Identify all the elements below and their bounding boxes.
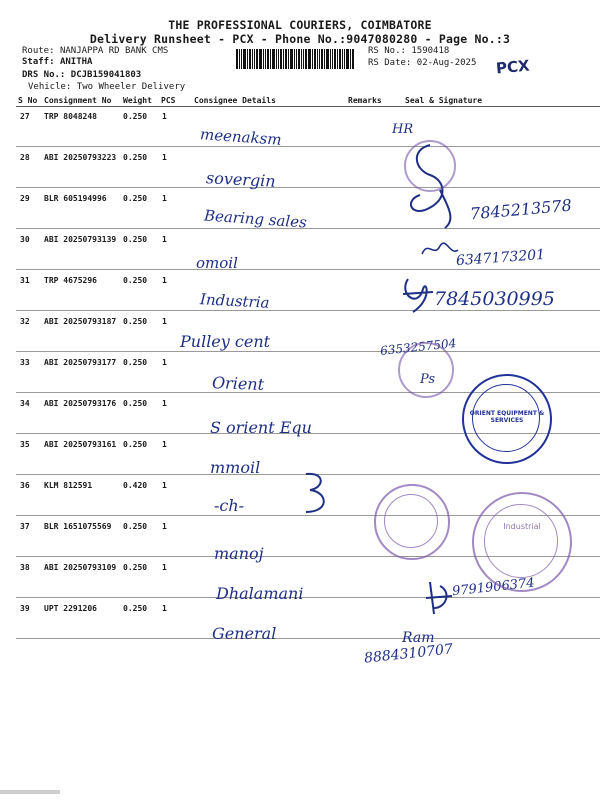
- handwritten-consignee: Bearing sales: [203, 206, 308, 232]
- row-pcs: 1: [162, 194, 167, 203]
- row-consignment: ABI 20250793187: [44, 317, 117, 326]
- row-sno: 27: [20, 112, 30, 121]
- stamp-seal-mid: [398, 342, 454, 398]
- table-row: [16, 311, 600, 352]
- row-consignment: BLR 1651075569: [44, 522, 112, 531]
- row-consignment: KLM 812591: [44, 481, 93, 490]
- handwritten-consignee: S orient Equ: [210, 418, 312, 437]
- row-consignment: TRP 4675296: [44, 276, 97, 285]
- handwritten-phone: 6347173201: [455, 246, 546, 270]
- table-row: [16, 147, 600, 188]
- col-remarks: Remarks: [348, 96, 382, 105]
- row-pcs: 1: [162, 276, 167, 285]
- col-sno: S No: [18, 96, 38, 105]
- row-weight: 0.250: [123, 522, 148, 531]
- handwritten-consignee: -ch-: [214, 496, 245, 515]
- row-weight: 0.250: [123, 563, 148, 572]
- stamp-industrial-text: Industrial: [503, 522, 541, 531]
- handwritten-consignee: manoj: [214, 544, 264, 563]
- row-consignment: BLR 605194996: [44, 194, 107, 203]
- row-sno: 38: [20, 563, 30, 572]
- row-pcs: 1: [162, 317, 167, 326]
- row-sno: 37: [20, 522, 30, 531]
- row-consignment: ABI 20250793161: [44, 440, 117, 449]
- handwritten-consignee: Industria: [199, 290, 270, 312]
- row-sno: 31: [20, 276, 30, 285]
- row-pcs: 1: [162, 522, 167, 531]
- row-pcs: 1: [162, 604, 167, 613]
- handwritten-initials: Ps: [420, 372, 436, 387]
- row-consignment: UPT 2291206: [44, 604, 97, 613]
- row-sno: 28: [20, 153, 30, 162]
- row-pcs: 1: [162, 563, 167, 572]
- pcx-handwritten-mark: PCX: [495, 56, 531, 78]
- drs-label: DRS No.:: [22, 70, 66, 80]
- handwritten-consignee: meenaksm: [199, 125, 283, 149]
- row-pcs: 1: [162, 440, 167, 449]
- handwritten-consignee: Dhalamani: [216, 584, 304, 603]
- row-sno: 34: [20, 399, 30, 408]
- rs-date-line: [368, 58, 476, 68]
- row-weight: 0.250: [123, 440, 148, 449]
- rs-date-label: RS Date:: [368, 58, 412, 68]
- scan-artifact: [0, 790, 60, 794]
- row-consignment: TRP 8048248: [44, 112, 97, 121]
- handwritten-phone: 8884310707: [363, 641, 454, 667]
- handwritten-consignee: General: [212, 624, 277, 643]
- row-sno: 29: [20, 194, 30, 203]
- col-consignment: Consignment No: [44, 96, 112, 105]
- row-pcs: 1: [162, 481, 167, 490]
- row-consignment: ABI 20250793109: [44, 563, 117, 572]
- handwritten-phone: 7845030995: [434, 288, 555, 310]
- table-row: [16, 598, 600, 639]
- rs-date-value: 02-Aug-2025: [416, 58, 477, 68]
- staff-label: Staff:: [22, 57, 55, 67]
- vehicle-value: Two Wheeler Delivery: [76, 82, 186, 92]
- vehicle-label: Vehicle:: [28, 82, 72, 92]
- stamp-orient-equipment: [462, 374, 552, 464]
- row-pcs: 1: [162, 112, 167, 121]
- signature-scribble: [398, 274, 438, 314]
- signature-scribble: [420, 236, 460, 262]
- row-sno: 33: [20, 358, 30, 367]
- handwritten-sign-hr: HR: [392, 122, 414, 137]
- row-pcs: 1: [162, 153, 167, 162]
- route-label: Route:: [22, 46, 55, 56]
- row-weight: 0.250: [123, 153, 148, 162]
- row-consignment: ABI 20250793139: [44, 235, 117, 244]
- col-weight: Weight: [123, 96, 152, 105]
- row-sno: 36: [20, 481, 30, 490]
- handwritten-consignee: Pulley cent: [180, 332, 271, 351]
- handwritten-initials: Ram: [402, 630, 435, 646]
- rs-no-label: RS No.:: [368, 46, 406, 56]
- staff-line: [22, 57, 92, 67]
- runsheet-subtitle: Delivery Runsheet - PCX - Phone No.:9047080280 - Page No.:3: [89, 32, 511, 46]
- row-consignment: ABI 20250793223: [44, 153, 117, 162]
- row-weight: 0.250: [123, 399, 148, 408]
- route-value: NANJAPPA RD BANK CMS: [59, 46, 169, 56]
- row-weight: 0.250: [123, 194, 148, 203]
- drs-value: DCJB159041803: [70, 70, 142, 80]
- drs-line: [22, 70, 141, 80]
- handwritten-phone: 6353257504: [379, 336, 457, 358]
- stamp-industrial: [472, 492, 572, 592]
- signature-scribble: [422, 578, 456, 618]
- row-sno: 30: [20, 235, 30, 244]
- row-weight: 0.250: [123, 276, 148, 285]
- stamp-orient-text: ORIENT EQUIPMENT & SERVICES: [469, 410, 545, 424]
- col-seal: Seal & Signature: [405, 96, 483, 105]
- col-consignee: Consignee Details: [194, 96, 276, 105]
- handwritten-consignee: Orient: [211, 373, 265, 394]
- route-line: [22, 46, 168, 56]
- handwritten-consignee: omoil: [196, 254, 238, 272]
- row-weight: 0.250: [123, 112, 148, 121]
- row-consignment: ABI 20250793177: [44, 358, 117, 367]
- row-consignment: ABI 20250793176: [44, 399, 117, 408]
- row-sno: 32: [20, 317, 30, 326]
- row-weight: 0.250: [123, 358, 148, 367]
- rs-no-value: 1590418: [411, 46, 450, 56]
- handwritten-phone: 9791906374: [451, 575, 536, 600]
- row-pcs: 1: [162, 235, 167, 244]
- row-pcs: 1: [162, 358, 167, 367]
- row-weight: 0.420: [123, 481, 148, 490]
- row-weight: 0.250: [123, 235, 148, 244]
- signature-scribble: [300, 468, 336, 518]
- row-sno: 39: [20, 604, 30, 613]
- stamp-round-left: [374, 484, 450, 560]
- col-pcs: PCS: [161, 96, 176, 105]
- stamp-seal-top: [404, 140, 456, 192]
- vehicle-line: [28, 82, 185, 92]
- company-title: THE PROFESSIONAL COURIERS, COIMBATORE: [168, 18, 432, 32]
- row-pcs: 1: [162, 399, 167, 408]
- handwritten-phone: 7845213578: [469, 195, 573, 224]
- row-weight: 0.250: [123, 317, 148, 326]
- staff-value: ANITHA: [59, 57, 93, 67]
- table-row: [16, 106, 600, 147]
- barcode: [236, 49, 364, 69]
- row-sno: 35: [20, 440, 30, 449]
- handwritten-consignee: mmoil: [210, 458, 261, 477]
- rs-no-line: [368, 46, 449, 56]
- handwritten-consignee: sovergin: [205, 168, 277, 191]
- row-weight: 0.250: [123, 604, 148, 613]
